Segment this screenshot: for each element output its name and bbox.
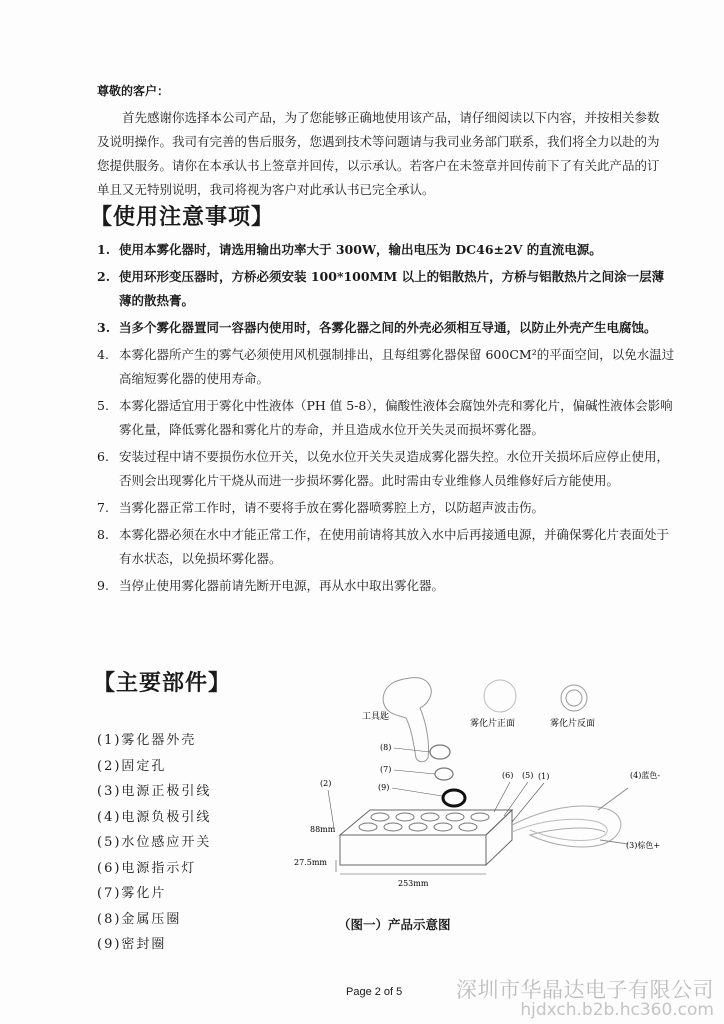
- note-item: [97, 574, 675, 598]
- label-2: (2): [320, 779, 332, 788]
- note-text: 当雾化器正常工作时，请不要将手放在雾化器喷雾腔上方，以防超声波击伤。: [119, 500, 545, 515]
- disc-front-label: 雾化片正面: [470, 719, 516, 729]
- atomizer-disc-icon: [435, 768, 453, 780]
- disc-back-icon: [561, 685, 587, 711]
- hole-icon: [396, 813, 414, 821]
- part-item: (8)金属压圈: [97, 911, 182, 927]
- dim-thickness-label: 27.5mm: [294, 858, 327, 867]
- note-item: [97, 316, 675, 340]
- note-item: [97, 394, 675, 442]
- product-diagram: [280, 660, 700, 950]
- note-item: [97, 265, 675, 313]
- note-text: 当停止使用雾化器前请先断开电源，再从水中取出雾化器。: [119, 578, 445, 593]
- atomizer-housing-front: [340, 835, 486, 865]
- part-item: (5)水位感应开关: [97, 835, 212, 850]
- label-5: (5): [522, 771, 534, 780]
- disc-back-inner-icon: [566, 690, 582, 706]
- disc-front-icon: [484, 680, 516, 712]
- label-4: (4)蓝色-: [630, 771, 661, 780]
- note-number: 3.: [97, 320, 111, 335]
- negative-lead: [598, 788, 628, 810]
- figure-caption: （图一）产品示意图: [338, 917, 451, 932]
- leader-line: [494, 782, 510, 812]
- atomizer-housing-side: [486, 810, 512, 865]
- leader-line: [512, 783, 544, 822]
- part-item: (4)电源负极引线: [97, 809, 212, 825]
- note-number: 8.: [97, 527, 109, 542]
- note-number: 1.: [97, 242, 111, 257]
- note-text: 安装过程中请不要损伤水位开关，以免水位开关失灵造成雾化器失控。水位开关损坏后应停止使用，否则会出现雾化片干烧从而进一步损坏雾化器。此时需由专业维修人员维修好后方能使用。: [119, 449, 670, 488]
- note-text: 本雾化器适宜用于雾化中性液体（PH 值 5-8），偏酸性液体会腐蚀外壳和雾化片，偏碱性液体会影响雾化量，降低雾化器和雾化片的寿命，并且造成水位开关失灵而损坏雾化器。: [119, 398, 673, 437]
- note-number: 7.: [97, 500, 109, 515]
- note-text: 当多个雾化器置同一容器内使用时，各雾化器之间的外壳必须相互导通，以防止外壳产生电腐蚀。: [119, 320, 657, 335]
- note-item: [97, 496, 675, 520]
- hole-icon: [421, 813, 439, 821]
- part-item: (9)密封圈: [97, 937, 167, 952]
- metal-ring-icon: [430, 745, 450, 759]
- intro-text: 首先感谢你选择本公司产品，为了您能够正确地使用该产品，请仔细阅读以下内容，并按相关参数及说明操作。我司有完善的售后服务，您遇到技术等问题请与我司业务部门联系，我们将全力以赴的为您提供服务。请你在本承认书上签章并回传，以示承认。若客户在未签章并回传前下了有关此产品的订单且又无特别说明，我司将视为客户对此承认书已完全承认。: [97, 110, 660, 197]
- hole-icon: [384, 823, 402, 831]
- dim-length-label: 253mm: [398, 879, 429, 888]
- leader-line: [328, 790, 334, 828]
- hole-icon: [434, 823, 452, 831]
- disc-back-label: 雾化片反面: [550, 719, 596, 729]
- dim-height-label: 88mm: [310, 825, 336, 834]
- parts-heading: 【主要部件】: [93, 670, 232, 696]
- parts-list: [97, 728, 211, 958]
- note-text: 本雾化器必须在水中才能正常工作，在使用前请将其放入水中后再接通电源，并确保雾化片表面处于有水状态，以免损坏雾化器。: [119, 527, 670, 566]
- hole-icon: [371, 813, 389, 821]
- note-number: 9.: [97, 578, 109, 593]
- tool-key-label: 工具匙: [362, 712, 390, 722]
- note-item: [97, 445, 675, 493]
- part-item: (1)雾化器外壳: [97, 733, 197, 748]
- label-1: (1): [538, 772, 550, 781]
- hole-icon: [359, 823, 377, 831]
- seal-ring-icon: [443, 790, 465, 806]
- leader-line: [392, 788, 442, 796]
- hole-icon: [471, 813, 489, 821]
- watermark-company: 深圳市华晶达电子有限公司: [456, 978, 714, 1002]
- note-item: [97, 523, 675, 571]
- note-number: 4.: [97, 347, 109, 362]
- note-number: 6.: [97, 449, 109, 464]
- leader-line: [394, 748, 430, 752]
- cable-coil: [512, 819, 607, 840]
- label-7: (7): [380, 765, 392, 774]
- note-text: 使用本雾化器时，请选用输出功率大于 300W，输出电压为 DC46±2V 的直流电源。: [119, 242, 602, 257]
- intro-paragraph: [97, 106, 669, 202]
- label-9: (9): [378, 783, 390, 792]
- note-number: 5.: [97, 398, 109, 413]
- note-number: 2.: [97, 269, 111, 284]
- greeting: 尊敬的客户：: [97, 84, 170, 98]
- note-item: [97, 238, 675, 262]
- note-text: 本雾化器所产生的雾气必须使用风机强制排出，且每组雾化器保留 600CM²的平面空间，以免水温过高缩短雾化器的使用寿命。: [119, 347, 675, 386]
- notes-heading: 【使用注意事项】: [90, 204, 275, 230]
- page-number: Page 2 of 5: [346, 986, 403, 998]
- hole-icon: [459, 823, 477, 831]
- part-item: (2)固定孔: [97, 758, 167, 774]
- watermark-url: hjdxch.b2b.hc360.com: [520, 1000, 714, 1020]
- part-item: (6)电源指示灯: [97, 860, 197, 876]
- label-8: (8): [380, 743, 392, 752]
- label-3: (3)棕色+: [626, 841, 661, 850]
- notes-list: [97, 238, 675, 598]
- atomizer-holes: [359, 813, 489, 831]
- note-text: 使用环形变压器时，方桥必须安装 100*100MM 以上的铝散热片，方桥与铝散热片之间涂一层薄薄的散热膏。: [119, 269, 665, 308]
- note-item: [97, 343, 675, 391]
- part-item: (7)雾化片: [97, 886, 167, 901]
- leader-line: [394, 770, 435, 774]
- hole-icon: [409, 823, 427, 831]
- part-item: (3)电源正极引线: [97, 784, 212, 799]
- label-6: (6): [502, 771, 514, 780]
- hole-icon: [446, 813, 464, 821]
